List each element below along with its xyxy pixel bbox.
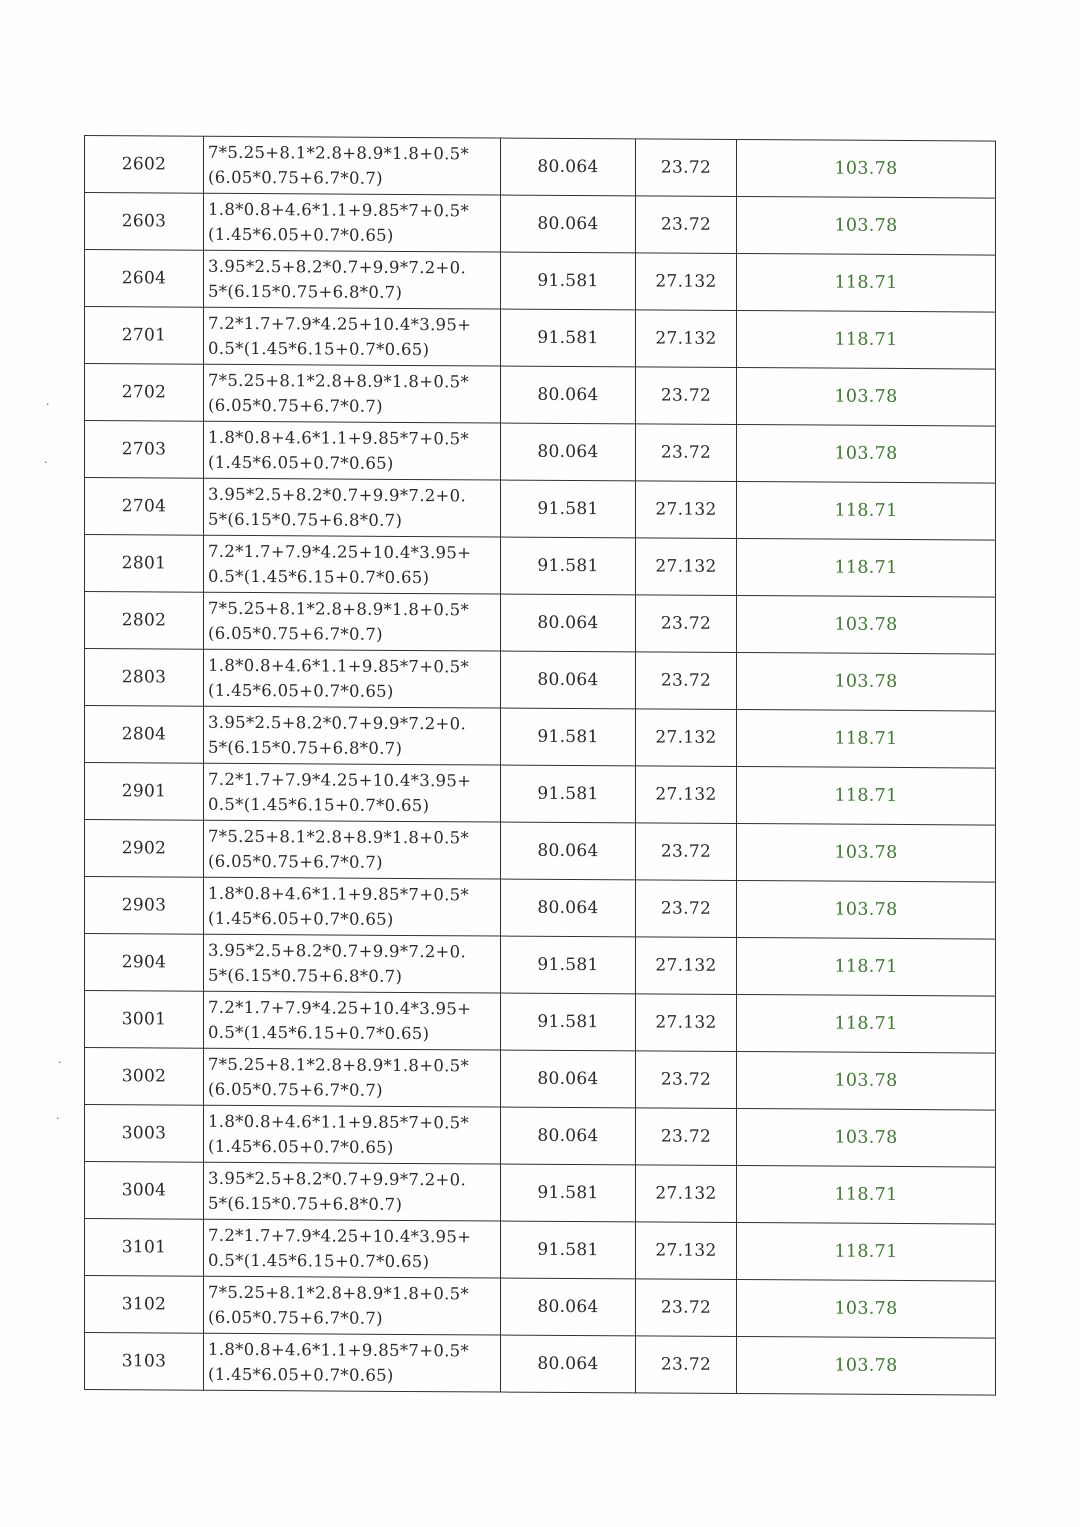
formula-line: 0.5*(1.45*6.15+0.7*0.65) — [208, 1250, 430, 1272]
scan-speck: · — [56, 1112, 60, 1125]
table-row — [85, 1105, 996, 1168]
formula-line: 7*5.25+8.1*2.8+8.9*1.8+0.5* — [208, 1282, 470, 1304]
unit-number-cell: 3102 — [85, 1276, 204, 1334]
formula-line: 3.95*2.5+8.2*0.7+9.9*7.2+0. — [208, 712, 467, 734]
unit-number-cell: 2704 — [85, 478, 204, 536]
total-area-cell: 103.78 — [737, 139, 996, 198]
total-area-cell: 118.71 — [737, 766, 996, 825]
table-row — [85, 1333, 996, 1396]
formula-line: 5*(6.15*0.75+6.8*0.7) — [208, 509, 403, 530]
total-area-cell: 118.71 — [737, 481, 996, 540]
shared-area-cell: 23.72 — [636, 595, 737, 653]
shared-area-cell: 27.132 — [636, 994, 737, 1052]
area-value-cell: 91.581 — [501, 309, 636, 367]
shared-area-cell: 27.132 — [636, 937, 737, 995]
total-area-cell: 103.78 — [737, 196, 996, 255]
table-row — [85, 193, 996, 256]
formula-cell — [204, 1048, 501, 1107]
table-body — [85, 136, 996, 1396]
formula-line: (1.45*6.05+0.7*0.65) — [208, 452, 394, 473]
table-row — [85, 1162, 996, 1225]
unit-number-cell: 2803 — [85, 649, 204, 707]
shared-area-cell: 23.72 — [636, 823, 737, 881]
total-area-cell: 118.71 — [737, 994, 996, 1053]
table-row — [85, 136, 996, 199]
formula-line: 3.95*2.5+8.2*0.7+9.9*7.2+0. — [208, 940, 467, 962]
shared-area-cell: 23.72 — [636, 1108, 737, 1166]
formula-cell — [204, 421, 501, 480]
total-area-cell: 118.71 — [737, 709, 996, 768]
formula-line: 1.8*0.8+4.6*1.1+9.85*7+0.5* — [208, 199, 470, 221]
formula-cell — [204, 649, 501, 708]
area-value-cell: 91.581 — [501, 765, 636, 823]
formula-line: 1.8*0.8+4.6*1.1+9.85*7+0.5* — [208, 1111, 470, 1133]
formula-cell — [204, 820, 501, 879]
shared-area-cell: 27.132 — [636, 1165, 737, 1223]
formula-line: 0.5*(1.45*6.15+0.7*0.65) — [208, 1022, 430, 1044]
formula-cell — [204, 1105, 501, 1164]
table-row — [85, 250, 996, 313]
total-area-cell: 103.78 — [737, 823, 996, 882]
formula-line: (6.05*0.75+6.7*0.7) — [208, 395, 383, 416]
formula-line: (1.45*6.05+0.7*0.65) — [208, 1136, 394, 1157]
area-value-cell: 80.064 — [501, 1107, 636, 1165]
area-value-cell: 91.581 — [501, 993, 636, 1051]
total-area-cell: 103.78 — [737, 652, 996, 711]
table-row — [85, 535, 996, 598]
total-area-cell: 103.78 — [737, 880, 996, 939]
table-row — [85, 934, 996, 997]
unit-number-cell: 2702 — [85, 364, 204, 422]
shared-area-cell: 23.72 — [636, 652, 737, 710]
unit-number-cell: 2902 — [85, 820, 204, 878]
formula-line: (1.45*6.05+0.7*0.65) — [208, 908, 394, 929]
total-area-cell: 118.71 — [737, 538, 996, 597]
formula-line: 7.2*1.7+7.9*4.25+10.4*3.95+ — [208, 1225, 472, 1247]
formula-cell — [204, 364, 501, 423]
formula-cell — [204, 307, 501, 366]
formula-line: (1.45*6.05+0.7*0.65) — [208, 1364, 394, 1385]
total-area-cell: 103.78 — [737, 595, 996, 654]
formula-line: 1.8*0.8+4.6*1.1+9.85*7+0.5* — [208, 655, 470, 677]
area-value-cell: 80.064 — [501, 822, 636, 880]
area-value-cell: 91.581 — [501, 537, 636, 595]
area-value-cell: 91.581 — [501, 480, 636, 538]
total-area-cell: 103.78 — [737, 424, 996, 483]
formula-line: 7*5.25+8.1*2.8+8.9*1.8+0.5* — [208, 598, 470, 620]
formula-cell — [204, 1162, 501, 1221]
formula-line: 1.8*0.8+4.6*1.1+9.85*7+0.5* — [208, 427, 470, 449]
formula-cell — [204, 592, 501, 651]
area-value-cell: 80.064 — [501, 138, 636, 196]
formula-line: 5*(6.15*0.75+6.8*0.7) — [208, 281, 403, 302]
formula-cell — [204, 1333, 501, 1392]
formula-cell — [204, 706, 501, 765]
formula-cell — [204, 763, 501, 822]
area-calculation-table — [84, 135, 996, 1396]
table-row — [85, 307, 996, 370]
unit-number-cell: 3003 — [85, 1105, 204, 1163]
table-row — [85, 1276, 996, 1339]
area-value-cell: 80.064 — [501, 594, 636, 652]
scan-speck: · — [58, 1056, 62, 1069]
unit-number-cell: 3004 — [85, 1162, 204, 1220]
unit-number-cell: 2904 — [85, 934, 204, 992]
total-area-cell: 103.78 — [737, 1051, 996, 1110]
unit-number-cell: 2901 — [85, 763, 204, 821]
total-area-cell: 118.71 — [737, 1222, 996, 1281]
formula-line: (6.05*0.75+6.7*0.7) — [208, 167, 383, 188]
formula-cell — [204, 934, 501, 993]
unit-number-cell: 2903 — [85, 877, 204, 935]
area-value-cell: 80.064 — [501, 423, 636, 481]
formula-line: (6.05*0.75+6.7*0.7) — [208, 1079, 383, 1100]
formula-line: 1.8*0.8+4.6*1.1+9.85*7+0.5* — [208, 1339, 470, 1361]
formula-line: 7*5.25+8.1*2.8+8.9*1.8+0.5* — [208, 142, 470, 164]
area-value-cell: 80.064 — [501, 1278, 636, 1336]
shared-area-cell: 27.132 — [636, 481, 737, 539]
area-value-cell: 80.064 — [501, 366, 636, 424]
unit-number-cell: 2603 — [85, 193, 204, 251]
area-value-cell: 80.064 — [501, 1335, 636, 1393]
shared-area-cell: 27.132 — [636, 538, 737, 596]
formula-cell — [204, 193, 501, 252]
formula-cell — [204, 535, 501, 594]
unit-number-cell: 2802 — [85, 592, 204, 650]
formula-line: (6.05*0.75+6.7*0.7) — [208, 851, 383, 872]
total-area-cell: 118.71 — [737, 1165, 996, 1224]
unit-number-cell: 3002 — [85, 1048, 204, 1106]
formula-line: 0.5*(1.45*6.15+0.7*0.65) — [208, 566, 430, 588]
total-area-cell: 103.78 — [737, 1279, 996, 1338]
formula-line: 7.2*1.7+7.9*4.25+10.4*3.95+ — [208, 997, 472, 1019]
table-row — [85, 592, 996, 655]
formula-cell — [204, 478, 501, 537]
formula-line: 0.5*(1.45*6.15+0.7*0.65) — [208, 338, 430, 360]
shared-area-cell: 27.132 — [636, 253, 737, 311]
formula-line: 3.95*2.5+8.2*0.7+9.9*7.2+0. — [208, 484, 467, 506]
formula-line: 0.5*(1.45*6.15+0.7*0.65) — [208, 794, 430, 816]
shared-area-cell: 23.72 — [636, 139, 737, 197]
unit-number-cell: 2604 — [85, 250, 204, 308]
table-row — [85, 478, 996, 541]
table-row — [85, 364, 996, 427]
formula-line: 7*5.25+8.1*2.8+8.9*1.8+0.5* — [208, 1054, 470, 1076]
table-row — [85, 877, 996, 940]
unit-number-cell: 2701 — [85, 307, 204, 365]
formula-line: 5*(6.15*0.75+6.8*0.7) — [208, 1193, 403, 1214]
shared-area-cell: 23.72 — [636, 880, 737, 938]
formula-line: 5*(6.15*0.75+6.8*0.7) — [208, 965, 403, 986]
table-row — [85, 820, 996, 883]
unit-number-cell: 3103 — [85, 1333, 204, 1391]
table-row — [85, 421, 996, 484]
shared-area-cell: 27.132 — [636, 766, 737, 824]
formula-cell — [204, 250, 501, 309]
formula-line: 1.8*0.8+4.6*1.1+9.85*7+0.5* — [208, 883, 470, 905]
total-area-cell: 103.78 — [737, 367, 996, 426]
shared-area-cell: 27.132 — [636, 709, 737, 767]
unit-number-cell: 2602 — [85, 136, 204, 194]
formula-line: (6.05*0.75+6.7*0.7) — [208, 1307, 383, 1328]
total-area-cell: 103.78 — [737, 1336, 996, 1395]
formula-line: 7.2*1.7+7.9*4.25+10.4*3.95+ — [208, 313, 472, 335]
area-value-cell: 80.064 — [501, 651, 636, 709]
formula-line: (6.05*0.75+6.7*0.7) — [208, 623, 383, 644]
unit-number-cell: 2703 — [85, 421, 204, 479]
unit-number-cell: 3001 — [85, 991, 204, 1049]
area-value-cell: 91.581 — [501, 252, 636, 310]
formula-line: (1.45*6.05+0.7*0.65) — [208, 224, 394, 245]
area-value-cell: 91.581 — [501, 936, 636, 994]
shared-area-cell: 23.72 — [636, 1051, 737, 1109]
total-area-cell: 118.71 — [737, 937, 996, 996]
scan-speck: · — [46, 398, 50, 411]
area-value-cell: 91.581 — [501, 1221, 636, 1279]
table-row — [85, 649, 996, 712]
formula-line: 7*5.25+8.1*2.8+8.9*1.8+0.5* — [208, 370, 470, 392]
area-table-wrapper — [84, 135, 996, 1396]
formula-line: (1.45*6.05+0.7*0.65) — [208, 680, 394, 701]
scan-speck: · — [44, 456, 48, 469]
table-row — [85, 763, 996, 826]
formula-line: 7*5.25+8.1*2.8+8.9*1.8+0.5* — [208, 826, 470, 848]
table-row — [85, 1048, 996, 1111]
area-value-cell: 80.064 — [501, 1050, 636, 1108]
total-area-cell: 118.71 — [737, 253, 996, 312]
unit-number-cell: 2801 — [85, 535, 204, 593]
shared-area-cell: 23.72 — [636, 1279, 737, 1337]
table-row — [85, 991, 996, 1054]
formula-line: 3.95*2.5+8.2*0.7+9.9*7.2+0. — [208, 1168, 467, 1190]
total-area-cell: 103.78 — [737, 1108, 996, 1167]
area-value-cell: 80.064 — [501, 879, 636, 937]
formula-line: 5*(6.15*0.75+6.8*0.7) — [208, 737, 403, 758]
area-value-cell: 91.581 — [501, 1164, 636, 1222]
shared-area-cell: 23.72 — [636, 1336, 737, 1394]
shared-area-cell: 23.72 — [636, 367, 737, 425]
formula-line: 7.2*1.7+7.9*4.25+10.4*3.95+ — [208, 769, 472, 791]
shared-area-cell: 27.132 — [636, 310, 737, 368]
shared-area-cell: 23.72 — [636, 424, 737, 482]
table-row — [85, 706, 996, 769]
formula-line: 7.2*1.7+7.9*4.25+10.4*3.95+ — [208, 541, 472, 563]
formula-cell — [204, 991, 501, 1050]
shared-area-cell: 27.132 — [636, 1222, 737, 1280]
table-row — [85, 1219, 996, 1282]
formula-cell — [204, 877, 501, 936]
formula-cell — [204, 1276, 501, 1335]
area-value-cell: 80.064 — [501, 195, 636, 253]
total-area-cell: 118.71 — [737, 310, 996, 369]
area-value-cell: 91.581 — [501, 708, 636, 766]
formula-cell — [204, 136, 501, 195]
unit-number-cell: 3101 — [85, 1219, 204, 1277]
unit-number-cell: 2804 — [85, 706, 204, 764]
formula-line: 3.95*2.5+8.2*0.7+9.9*7.2+0. — [208, 256, 467, 278]
formula-cell — [204, 1219, 501, 1278]
shared-area-cell: 23.72 — [636, 196, 737, 254]
